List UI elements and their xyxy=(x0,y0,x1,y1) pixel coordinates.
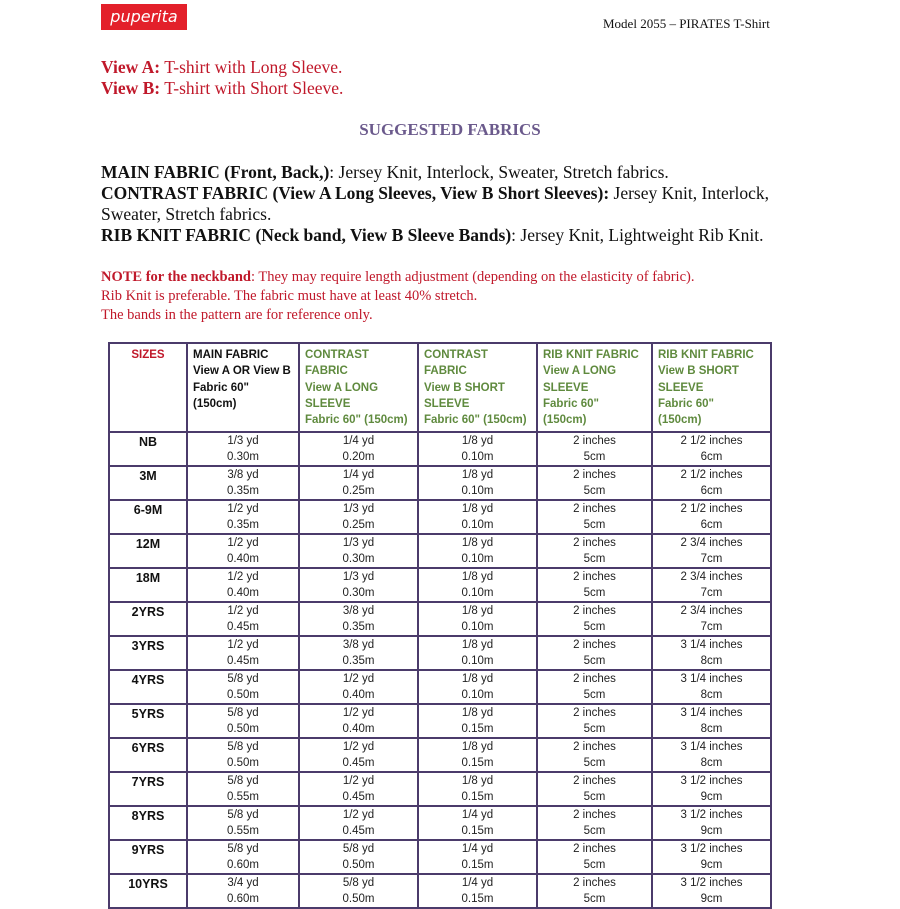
metric-amount: 8cm xyxy=(700,654,723,667)
metric-amount: 9cm xyxy=(700,790,723,803)
amount-cell xyxy=(299,636,418,670)
metric-amount: 0.15m xyxy=(461,790,494,803)
amount-cell xyxy=(652,466,771,500)
header-line: (150cm) xyxy=(193,397,237,410)
neckband-note xyxy=(101,268,801,325)
metric-amount: 9cm xyxy=(700,892,723,905)
table-row xyxy=(109,806,771,840)
amount-cell xyxy=(299,534,418,568)
amount-cell xyxy=(299,840,418,874)
header-line: (150cm) xyxy=(543,414,587,427)
header-line: View B SHORT xyxy=(424,381,505,394)
header-line: View A LONG xyxy=(305,381,379,394)
view-label: View B: xyxy=(101,78,161,98)
imperial-amount: 1/2 yd xyxy=(227,639,259,652)
size-cell: 3M xyxy=(109,466,187,500)
amount-cell xyxy=(187,636,299,670)
header-line: View B SHORT xyxy=(658,365,739,378)
metric-amount: 5cm xyxy=(583,654,606,667)
table-row xyxy=(109,432,771,466)
amount-cell xyxy=(187,840,299,874)
table-row xyxy=(109,636,771,670)
amount-cell xyxy=(418,568,537,602)
amount-cell xyxy=(652,670,771,704)
metric-amount: 5cm xyxy=(583,586,606,599)
metric-amount: 5cm xyxy=(583,824,606,837)
metric-amount: 0.15m xyxy=(461,824,494,837)
metric-amount: 0.50m xyxy=(227,756,259,769)
imperial-amount: 1/8 yd xyxy=(461,707,494,720)
amount-cell xyxy=(187,670,299,704)
amount-cell xyxy=(299,602,418,636)
imperial-amount: 5/8 yd xyxy=(342,877,375,890)
amount-cell xyxy=(299,806,418,840)
imperial-amount: 1/8 yd xyxy=(461,673,494,686)
imperial-amount: 2 inches xyxy=(573,707,616,720)
amount-cell xyxy=(537,500,652,534)
imperial-amount: 3 1/2 inches xyxy=(680,877,743,890)
metric-amount: 5cm xyxy=(583,790,606,803)
amount-cell xyxy=(418,840,537,874)
metric-amount: 0.40m xyxy=(227,586,259,599)
header-line: SLEEVE xyxy=(305,397,351,410)
imperial-amount: 1/2 yd xyxy=(342,707,375,720)
section-title: SUGGESTED FABRICS xyxy=(359,120,541,139)
metric-amount: 0.10m xyxy=(461,552,494,565)
metric-amount: 5cm xyxy=(583,450,606,463)
imperial-amount: 2 inches xyxy=(573,741,616,754)
metric-amount: 0.35m xyxy=(342,654,375,667)
table-row xyxy=(109,670,771,704)
note-label: NOTE for the neckband xyxy=(101,269,251,285)
header-size xyxy=(109,343,187,432)
size-cell: 2YRS xyxy=(109,602,187,636)
metric-amount: 5cm xyxy=(583,722,606,735)
imperial-amount: 1/3 yd xyxy=(227,435,259,448)
amount-cell xyxy=(652,874,771,908)
metric-amount: 5cm xyxy=(583,892,606,905)
amount-cell xyxy=(537,806,652,840)
fabric-text: : Jersey Knit, Lightweight Rib Knit. xyxy=(511,225,764,245)
amount-cell xyxy=(418,432,537,466)
metric-amount: 0.40m xyxy=(342,722,375,735)
amount-cell xyxy=(299,704,418,738)
header-line: View A OR View B xyxy=(193,365,291,378)
metric-amount: 5cm xyxy=(583,552,606,565)
metric-amount: 0.45m xyxy=(227,620,259,633)
amount-cell xyxy=(652,500,771,534)
amount-cell xyxy=(537,432,652,466)
contrast-fabric-line xyxy=(101,183,781,225)
metric-amount: 0.35m xyxy=(227,484,259,497)
header-line: SIZES xyxy=(131,349,165,361)
amount-cell xyxy=(418,704,537,738)
imperial-amount: 5/8 yd xyxy=(227,775,259,788)
imperial-amount: 1/8 yd xyxy=(461,537,494,550)
metric-amount: 0.35m xyxy=(227,518,259,531)
view-label: View A: xyxy=(101,57,161,77)
metric-amount: 0.55m xyxy=(227,790,259,803)
metric-amount: 0.30m xyxy=(342,552,375,565)
header-rib-a xyxy=(537,343,652,432)
metric-amount: 0.10m xyxy=(461,620,494,633)
table-row xyxy=(109,840,771,874)
model-title: Model 2055 – PIRATES T-Shirt xyxy=(603,16,770,31)
imperial-amount: 1/8 yd xyxy=(461,503,494,516)
header-line: SLEEVE xyxy=(658,381,704,394)
size-cell: 7YRS xyxy=(109,772,187,806)
amount-cell xyxy=(652,704,771,738)
imperial-amount: 5/8 yd xyxy=(227,809,259,822)
metric-amount: 5cm xyxy=(583,756,606,769)
header-contrast-a xyxy=(299,343,418,432)
imperial-amount: 3 1/2 inches xyxy=(680,843,743,856)
imperial-amount: 2 1/2 inches xyxy=(680,503,743,516)
header-line: (150cm) xyxy=(658,414,702,427)
view-a-line xyxy=(101,57,343,78)
metric-amount: 7cm xyxy=(700,586,723,599)
table-row xyxy=(109,738,771,772)
table-row xyxy=(109,500,771,534)
metric-amount: 6cm xyxy=(700,518,723,531)
metric-amount: 6cm xyxy=(700,484,723,497)
size-cell: NB xyxy=(109,432,187,466)
imperial-amount: 3 1/2 inches xyxy=(680,809,743,822)
imperial-amount: 3/8 yd xyxy=(342,639,375,652)
metric-amount: 0.30m xyxy=(342,586,375,599)
amount-cell xyxy=(418,806,537,840)
metric-amount: 0.45m xyxy=(342,756,375,769)
amount-cell xyxy=(299,874,418,908)
imperial-amount: 2 inches xyxy=(573,775,616,788)
header-main xyxy=(187,343,299,432)
metric-amount: 0.15m xyxy=(461,858,494,871)
imperial-amount: 2 inches xyxy=(573,469,616,482)
header-line: RIB KNIT FABRIC xyxy=(658,349,754,361)
metric-amount: 0.50m xyxy=(342,892,375,905)
size-cell: 8YRS xyxy=(109,806,187,840)
header-line: View A LONG xyxy=(543,365,617,378)
metric-amount: 0.35m xyxy=(342,620,375,633)
amount-cell xyxy=(652,636,771,670)
header-line: Fabric 60" xyxy=(658,397,714,410)
amount-cell xyxy=(537,568,652,602)
metric-amount: 0.40m xyxy=(227,552,259,565)
header-line: CONTRAST FABRIC xyxy=(424,349,488,378)
metric-amount: 0.25m xyxy=(342,484,375,497)
size-cell: 6-9M xyxy=(109,500,187,534)
imperial-amount: 1/4 yd xyxy=(342,469,375,482)
metric-amount: 9cm xyxy=(700,824,723,837)
imperial-amount: 3 1/4 inches xyxy=(680,673,743,686)
metric-amount: 9cm xyxy=(700,858,723,871)
header-line: Fabric 60" (150cm) xyxy=(305,414,408,427)
header-rib-b xyxy=(652,343,771,432)
fabric-list xyxy=(101,162,781,246)
amount-cell xyxy=(187,738,299,772)
amount-cell xyxy=(299,772,418,806)
metric-amount: 5cm xyxy=(583,858,606,871)
metric-amount: 0.15m xyxy=(461,892,494,905)
size-cell: 12M xyxy=(109,534,187,568)
amount-cell xyxy=(652,602,771,636)
fabric-text: Jersey Knit, Interlock, Sweater, Stretch fabrics. xyxy=(101,183,770,224)
metric-amount: 0.55m xyxy=(227,824,259,837)
imperial-amount: 1/4 yd xyxy=(461,843,494,856)
imperial-amount: 2 3/4 inches xyxy=(680,571,743,584)
amount-cell xyxy=(418,602,537,636)
imperial-amount: 5/8 yd xyxy=(227,741,259,754)
size-cell: 10YRS xyxy=(109,874,187,908)
amount-cell xyxy=(537,670,652,704)
imperial-amount: 1/2 yd xyxy=(342,809,375,822)
imperial-amount: 2 inches xyxy=(573,537,616,550)
amount-cell xyxy=(299,432,418,466)
views-list xyxy=(101,57,343,99)
metric-amount: 0.10m xyxy=(461,586,494,599)
metric-amount: 0.45m xyxy=(227,654,259,667)
imperial-amount: 1/3 yd xyxy=(342,571,375,584)
metric-amount: 7cm xyxy=(700,552,723,565)
imperial-amount: 1/8 yd xyxy=(461,775,494,788)
imperial-amount: 1/8 yd xyxy=(461,571,494,584)
amount-cell xyxy=(418,534,537,568)
amount-cell xyxy=(418,500,537,534)
metric-amount: 0.10m xyxy=(461,484,494,497)
amount-cell xyxy=(652,772,771,806)
imperial-amount: 5/8 yd xyxy=(227,673,259,686)
imperial-amount: 1/8 yd xyxy=(461,469,494,482)
amount-cell xyxy=(187,534,299,568)
amount-cell xyxy=(652,738,771,772)
table-row xyxy=(109,534,771,568)
imperial-amount: 2 1/2 inches xyxy=(680,469,743,482)
table-row xyxy=(109,602,771,636)
view-text: T-shirt with Long Sleeve. xyxy=(160,57,343,77)
amount-cell xyxy=(187,806,299,840)
amount-cell xyxy=(187,772,299,806)
amount-cell xyxy=(537,466,652,500)
metric-amount: 0.10m xyxy=(461,688,494,701)
header-line: SLEEVE xyxy=(424,397,470,410)
fabric-label: CONTRAST FABRIC (View A Long Sleeves, View B Short Sleeves): xyxy=(101,183,610,203)
amount-cell xyxy=(418,466,537,500)
table-row xyxy=(109,704,771,738)
imperial-amount: 3/4 yd xyxy=(227,877,259,890)
imperial-amount: 2 inches xyxy=(573,673,616,686)
imperial-amount: 3 1/4 inches xyxy=(680,741,743,754)
metric-amount: 0.40m xyxy=(342,688,375,701)
main-fabric-line xyxy=(101,162,781,183)
metric-amount: 0.15m xyxy=(461,722,494,735)
amount-cell xyxy=(537,772,652,806)
metric-amount: 0.15m xyxy=(461,756,494,769)
amount-cell xyxy=(652,568,771,602)
imperial-amount: 1/8 yd xyxy=(461,741,494,754)
imperial-amount: 3 1/4 inches xyxy=(680,707,743,720)
imperial-amount: 1/2 yd xyxy=(342,775,375,788)
amount-cell xyxy=(418,874,537,908)
imperial-amount: 1/3 yd xyxy=(342,537,375,550)
imperial-amount: 1/2 yd xyxy=(227,571,259,584)
amount-cell xyxy=(537,704,652,738)
fabric-text: : Jersey Knit, Interlock, Sweater, Stretch fabrics. xyxy=(329,162,669,182)
imperial-amount: 2 inches xyxy=(573,435,616,448)
imperial-amount: 1/3 yd xyxy=(342,503,375,516)
header-line: CONTRAST FABRIC xyxy=(305,349,369,378)
amount-cell xyxy=(187,466,299,500)
note-line-3: The bands in the pattern are for reference only. xyxy=(101,307,373,323)
amount-cell xyxy=(537,534,652,568)
imperial-amount: 2 inches xyxy=(573,571,616,584)
imperial-amount: 1/8 yd xyxy=(461,605,494,618)
amount-cell xyxy=(537,874,652,908)
imperial-amount: 5/8 yd xyxy=(227,707,259,720)
header-line: RIB KNIT FABRIC xyxy=(543,349,639,361)
amount-cell xyxy=(418,670,537,704)
header-line: MAIN FABRIC xyxy=(193,349,269,361)
metric-amount: 0.50m xyxy=(227,688,259,701)
amount-cell xyxy=(652,806,771,840)
metric-amount: 6cm xyxy=(700,450,723,463)
metric-amount: 5cm xyxy=(583,484,606,497)
metric-amount: 0.45m xyxy=(342,824,375,837)
metric-amount: 8cm xyxy=(700,722,723,735)
imperial-amount: 2 inches xyxy=(573,605,616,618)
header-line: Fabric 60" xyxy=(543,397,599,410)
rib-knit-fabric-line xyxy=(101,225,781,246)
imperial-amount: 2 3/4 inches xyxy=(680,605,743,618)
imperial-amount: 1/2 yd xyxy=(342,673,375,686)
note-line-2: Rib Knit is preferable. The fabric must have at least 40% stretch. xyxy=(101,288,478,304)
amount-cell xyxy=(537,602,652,636)
imperial-amount: 2 inches xyxy=(573,877,616,890)
imperial-amount: 5/8 yd xyxy=(227,843,259,856)
metric-amount: 0.20m xyxy=(342,450,375,463)
imperial-amount: 3/8 yd xyxy=(342,605,375,618)
imperial-amount: 2 inches xyxy=(573,639,616,652)
imperial-amount: 1/8 yd xyxy=(461,435,494,448)
size-cell: 4YRS xyxy=(109,670,187,704)
amount-cell xyxy=(299,568,418,602)
imperial-amount: 3 1/4 inches xyxy=(680,639,743,652)
header-line: SLEEVE xyxy=(543,381,589,394)
imperial-amount: 2 inches xyxy=(573,809,616,822)
table-row xyxy=(109,466,771,500)
metric-amount: 8cm xyxy=(700,688,723,701)
table-row xyxy=(109,568,771,602)
amount-cell xyxy=(187,704,299,738)
view-b-line xyxy=(101,78,343,99)
amount-cell xyxy=(652,432,771,466)
metric-amount: 0.10m xyxy=(461,450,494,463)
amount-cell xyxy=(187,602,299,636)
fabric-requirements-table xyxy=(108,342,772,909)
imperial-amount: 1/2 yd xyxy=(227,503,259,516)
imperial-amount: 3/8 yd xyxy=(227,469,259,482)
note-text: : They may require length adjustment (depending on the elasticity of fabric). xyxy=(251,269,695,285)
metric-amount: 0.60m xyxy=(227,892,259,905)
fabric-label: RIB KNIT FABRIC (Neck band, View B Sleeve Bands) xyxy=(101,225,512,245)
imperial-amount: 5/8 yd xyxy=(342,843,375,856)
amount-cell xyxy=(187,500,299,534)
amount-cell xyxy=(299,670,418,704)
imperial-amount: 1/2 yd xyxy=(227,537,259,550)
size-cell: 9YRS xyxy=(109,840,187,874)
metric-amount: 0.50m xyxy=(342,858,375,871)
imperial-amount: 1/4 yd xyxy=(342,435,375,448)
header-line: Fabric 60" (150cm) xyxy=(424,414,527,427)
metric-amount: 0.45m xyxy=(342,790,375,803)
metric-amount: 7cm xyxy=(700,620,723,633)
metric-amount: 5cm xyxy=(583,620,606,633)
metric-amount: 5cm xyxy=(583,688,606,701)
imperial-amount: 1/4 yd xyxy=(461,877,494,890)
metric-amount: 0.10m xyxy=(461,518,494,531)
note-line-1 xyxy=(101,268,801,287)
amount-cell xyxy=(652,534,771,568)
amount-cell xyxy=(187,874,299,908)
amount-cell xyxy=(537,840,652,874)
view-text: T-shirt with Short Sleeve. xyxy=(160,78,344,98)
metric-amount: 0.30m xyxy=(227,450,259,463)
size-cell: 6YRS xyxy=(109,738,187,772)
imperial-amount: 1/8 yd xyxy=(461,639,494,652)
imperial-amount: 2 3/4 inches xyxy=(680,537,743,550)
size-cell: 5YRS xyxy=(109,704,187,738)
metric-amount: 5cm xyxy=(583,518,606,531)
amount-cell xyxy=(652,840,771,874)
size-cell: 3YRS xyxy=(109,636,187,670)
metric-amount: 0.10m xyxy=(461,654,494,667)
metric-amount: 0.25m xyxy=(342,518,375,531)
table-row xyxy=(109,772,771,806)
amount-cell xyxy=(418,636,537,670)
imperial-amount: 1/4 yd xyxy=(461,809,494,822)
imperial-amount: 2 inches xyxy=(573,843,616,856)
header-line: Fabric 60" xyxy=(193,381,249,394)
amount-cell xyxy=(537,738,652,772)
amount-cell xyxy=(187,568,299,602)
metric-amount: 0.60m xyxy=(227,858,259,871)
amount-cell xyxy=(299,738,418,772)
table-row xyxy=(109,874,771,908)
amount-cell xyxy=(187,432,299,466)
amount-cell xyxy=(537,636,652,670)
imperial-amount: 2 inches xyxy=(573,503,616,516)
imperial-amount: 2 1/2 inches xyxy=(680,435,743,448)
fabric-label: MAIN FABRIC (Front, Back,) xyxy=(101,162,330,182)
metric-amount: 0.50m xyxy=(227,722,259,735)
amount-cell xyxy=(299,466,418,500)
imperial-amount: 1/2 yd xyxy=(342,741,375,754)
amount-cell xyxy=(299,500,418,534)
table-header-row xyxy=(109,343,771,432)
amount-cell xyxy=(418,772,537,806)
amount-cell xyxy=(418,738,537,772)
header-contrast-b xyxy=(418,343,537,432)
imperial-amount: 1/2 yd xyxy=(227,605,259,618)
imperial-amount: 3 1/2 inches xyxy=(680,775,743,788)
size-cell: 18M xyxy=(109,568,187,602)
metric-amount: 8cm xyxy=(700,756,723,769)
brand-logo: puperita xyxy=(101,4,187,30)
